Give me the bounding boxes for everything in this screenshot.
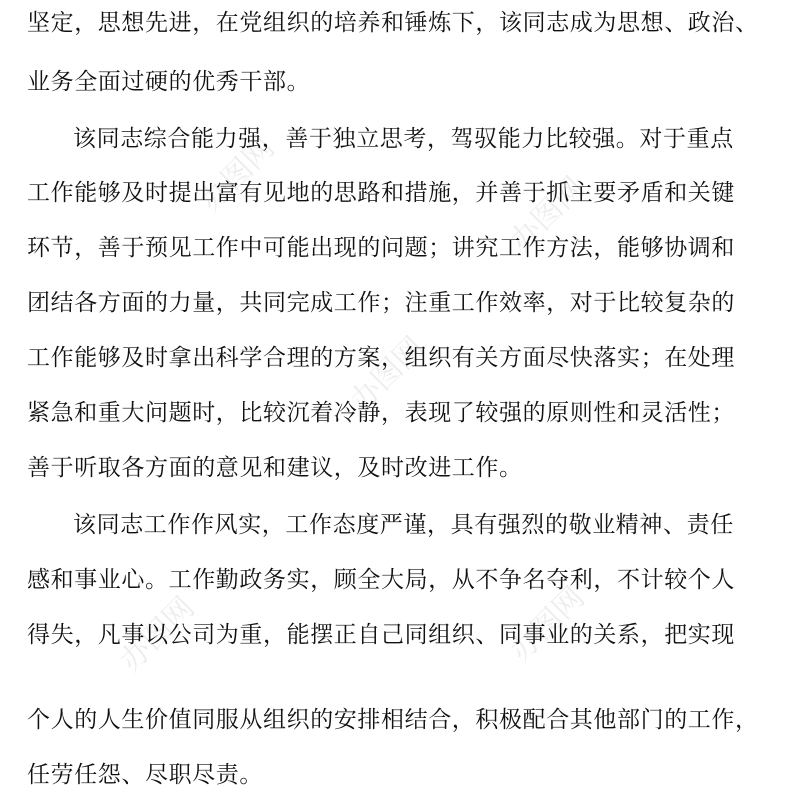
watermark: 办图网	[193, 130, 282, 219]
text-line-9: 善于听取各方面的意见和建议，及时改进工作。	[27, 455, 523, 481]
text-line-13: 个人的人生价值同服从组织的安排相结合，积极配合其他部门的工作，	[27, 707, 759, 733]
text-line-1: 坚定，思想先进，在党组织的培养和锤炼下，该同志成为思想、政治、	[27, 10, 759, 36]
text-line-12: 得失，凡事以公司为重，能摆正自己同组织、同事业的关系，把实现	[27, 622, 735, 648]
text-line-3: 该同志综合能力强，善于独立思考，驾驭能力比较强。对于重点	[73, 126, 734, 152]
watermark: 办图网	[113, 590, 202, 679]
text-line-8: 紧急和重大问题时，比较沉着冷静，表现了较强的原则性和灵活性；	[27, 400, 735, 426]
text-line-6: 团结各方面的力量，共同完成工作；注重工作效率，对于比较复杂的	[27, 290, 735, 316]
text-line-5: 环节，善于预见工作中可能出现的问题；讲究工作方法，能够协调和	[27, 235, 735, 261]
text-line-14: 任劳任怨、尽职尽责。	[27, 762, 263, 788]
text-line-2: 业务全面过硬的优秀干部。	[27, 69, 311, 95]
watermark: 办图网	[503, 580, 592, 669]
text-line-11: 感和事业心。工作勤政务实，顾全大局，从不争名夺利，不计较个人	[27, 567, 735, 593]
watermark: 办图网	[503, 170, 592, 259]
text-line-10: 该同志工作作风实，工作态度严谨，具有强烈的敬业精神、责任	[73, 512, 734, 538]
text-line-4: 工作能够及时提出富有见地的思路和措施，并善于抓主要矛盾和关键	[27, 180, 735, 206]
watermark: 办图网	[343, 330, 432, 419]
text-line-7: 工作能够及时拿出科学合理的方案，组织有关方面尽快落实；在处理	[27, 345, 735, 371]
